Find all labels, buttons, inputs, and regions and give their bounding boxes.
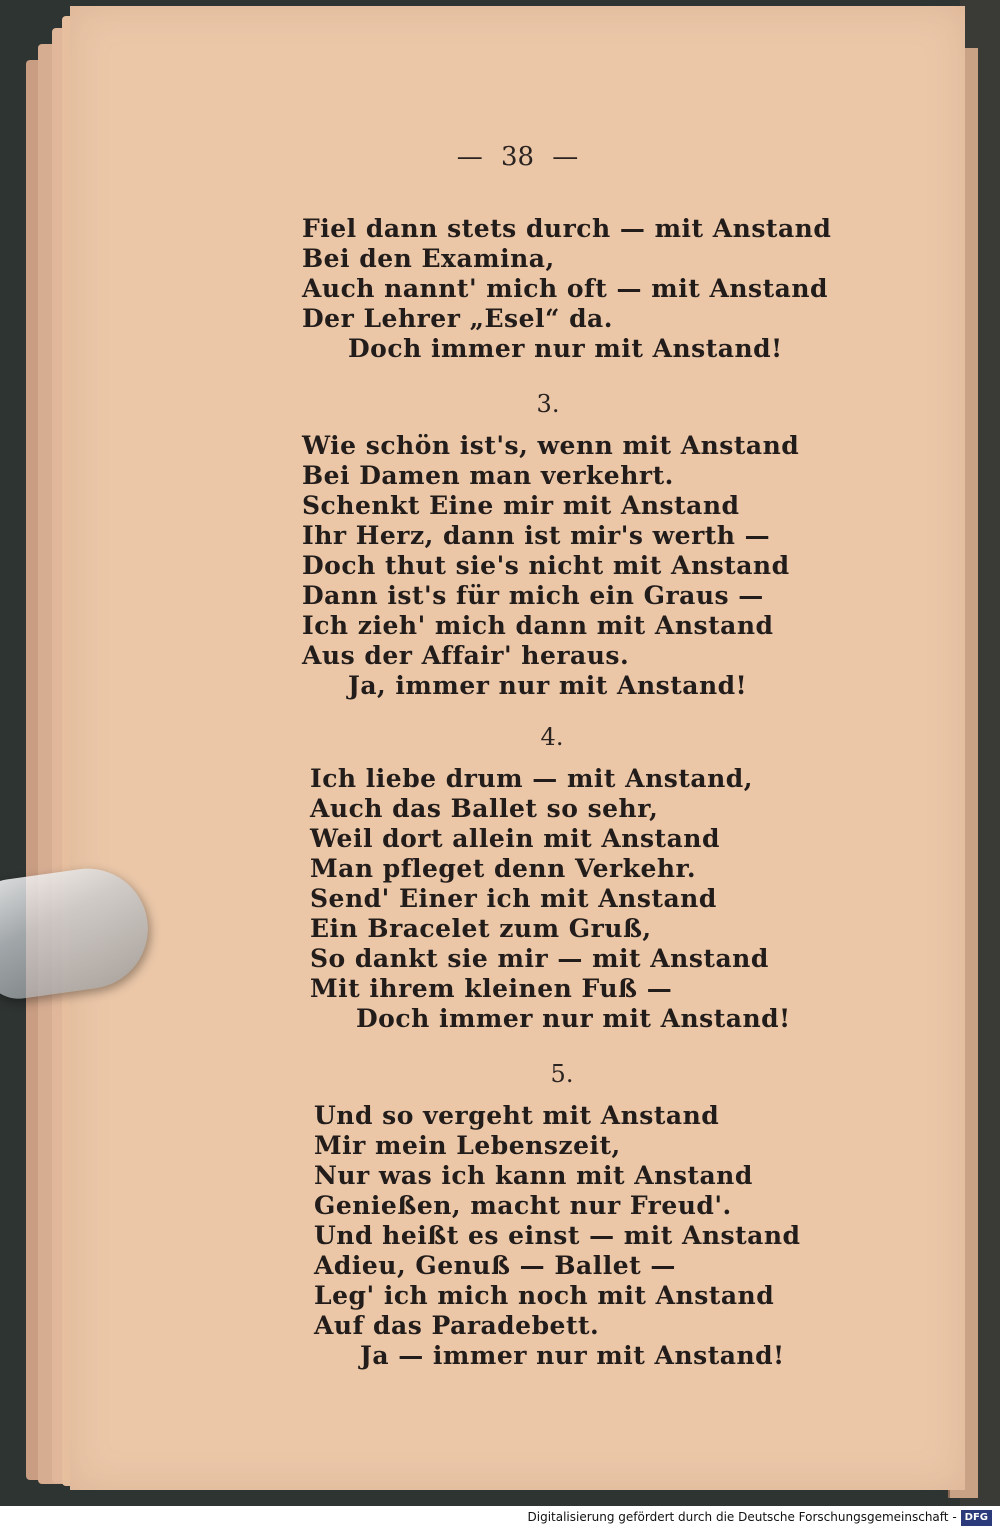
- verse-line: Ihr Herz, dann ist mir's werth —: [302, 521, 771, 550]
- verse-line: Bei Damen man verkehrt.: [302, 461, 674, 490]
- verse-line: Genießen, macht nur Freud'.: [314, 1191, 732, 1220]
- refrain-line: Ja, immer nur mit Anstand!: [348, 671, 748, 700]
- verse-line: Und so vergeht mit Anstand: [314, 1101, 720, 1130]
- verse-line: Ein Bracelet zum Gruß,: [310, 914, 652, 943]
- refrain-line: Doch immer nur mit Anstand!: [356, 1004, 791, 1033]
- stanza-number: 5.: [550, 1060, 574, 1088]
- verse-line: Wie schön ist's, wenn mit Anstand: [302, 431, 800, 460]
- footer: [0, 1506, 1000, 1529]
- dfg-logo-icon: DFG: [961, 1510, 992, 1526]
- verse-line: Bei den Examina,: [302, 244, 555, 273]
- page-number: — 38 —: [456, 142, 579, 172]
- book-page: [70, 6, 965, 1490]
- verse-line: Auch nannt' mich oft — mit Anstand: [302, 274, 828, 303]
- verse-line: Doch thut sie's nicht mit Anstand: [302, 551, 790, 580]
- verse-line: Leg' ich mich noch mit Anstand: [314, 1281, 775, 1310]
- verse-line: Nur was ich kann mit Anstand: [314, 1161, 753, 1190]
- stanza-2-tail: [302, 214, 831, 364]
- verse-line: Auf das Paradebett.: [314, 1311, 600, 1340]
- stanza-5: [314, 1101, 801, 1371]
- stanza-number: 3.: [536, 390, 560, 418]
- verse-line: Ich liebe drum — mit Anstand,: [310, 764, 753, 793]
- verse-line: Schenkt Eine mir mit Anstand: [302, 491, 740, 520]
- verse-line: Adieu, Genuß — Ballet —: [314, 1251, 676, 1280]
- verse-line: So dankt sie mir — mit Anstand: [310, 944, 769, 973]
- stanza-3: [302, 431, 799, 701]
- refrain-line: Ja — immer nur mit Anstand!: [360, 1341, 785, 1370]
- verse-line: Und heißt es einst — mit Anstand: [314, 1221, 801, 1250]
- funding-note: Digitalisierung gefördert durch die Deutsche Forschungsgemeinschaft -: [527, 1510, 957, 1524]
- verse-line: Auch das Ballet so sehr,: [310, 794, 659, 823]
- verse-line: Ich zieh' mich dann mit Anstand: [302, 611, 774, 640]
- verse-line: Der Lehrer „Esel“ da.: [302, 304, 613, 333]
- verse-line: Send' Einer ich mit Anstand: [310, 884, 717, 913]
- verse-line: Aus der Affair' heraus.: [302, 641, 630, 670]
- verse-line: Fiel dann stets durch — mit Anstand: [302, 214, 832, 243]
- refrain-line: Doch immer nur mit Anstand!: [348, 334, 783, 363]
- verse-line: Mit ihrem kleinen Fuß —: [310, 974, 673, 1003]
- verse-line: Mir mein Lebenszeit,: [314, 1131, 621, 1160]
- verse-line: Weil dort allein mit Anstand: [310, 824, 720, 853]
- verse-line: Dann ist's für mich ein Graus —: [302, 581, 764, 610]
- stanza-number: 4.: [540, 723, 564, 751]
- stanza-4: [310, 764, 791, 1034]
- verse-line: Man pfleget denn Verkehr.: [310, 854, 697, 883]
